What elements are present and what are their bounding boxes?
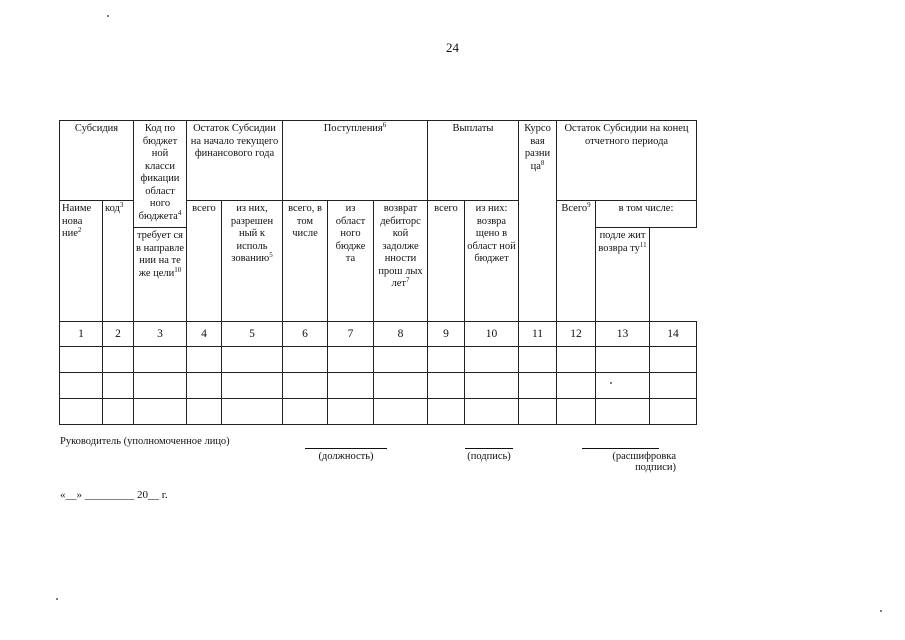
table-cell xyxy=(557,347,596,373)
column-number: 10 xyxy=(465,322,519,347)
table-cell xyxy=(328,347,374,373)
header-fx-difference: Курсо вая разни $ца^8$ xyxy=(519,121,557,201)
table-cell xyxy=(222,347,283,373)
position-caption: (должность) xyxy=(318,451,374,462)
table-cell xyxy=(428,347,465,373)
table-cell xyxy=(465,399,519,425)
table-cell xyxy=(650,373,697,399)
table-cell xyxy=(465,373,519,399)
header-payments: Выплаты xyxy=(428,121,519,201)
signature-block xyxy=(60,436,700,480)
table-cell xyxy=(187,399,222,425)
scan-speck xyxy=(107,15,109,17)
table-cell xyxy=(103,347,134,373)
table-cell xyxy=(328,399,374,425)
column-number: 9 xyxy=(428,322,465,347)
table-cell xyxy=(374,347,428,373)
column-number: 6 xyxy=(283,322,328,347)
table-row xyxy=(60,399,697,425)
column-number: 5 xyxy=(222,322,283,347)
header-payments-total: всего xyxy=(428,201,465,322)
table-cell xyxy=(187,347,222,373)
header-closing-total: Всего$^9$ xyxy=(557,201,596,322)
table-cell xyxy=(519,399,557,425)
header-opening-balance: Остаток Субсидии на начало текущего финансового года xyxy=(187,121,283,201)
table-cell xyxy=(374,399,428,425)
decoding-caption: (расшифровка подписи) xyxy=(612,451,676,473)
subsidy-report-table xyxy=(59,120,697,425)
table-cell xyxy=(465,347,519,373)
header-closing-balance: Остаток Субсидии на конец отчетного периода xyxy=(557,121,697,201)
header-payments-returned: из них: возвра щено в област ной бюджет xyxy=(465,201,519,322)
table-cell xyxy=(60,347,103,373)
header-receipts: Поступления$^6$ xyxy=(283,121,428,201)
table-cell xyxy=(134,347,187,373)
header-fx-difference-lower xyxy=(519,201,557,322)
column-number: 1 xyxy=(60,322,103,347)
column-number: 7 xyxy=(328,322,374,347)
table-cell xyxy=(557,373,596,399)
table-cell xyxy=(222,373,283,399)
header-name: Наиме нова ние$^2$ xyxy=(60,201,103,322)
column-number: 12 xyxy=(557,322,596,347)
table-cell xyxy=(283,399,328,425)
column-number: 14 xyxy=(650,322,697,347)
table-cell xyxy=(650,399,697,425)
table-cell xyxy=(103,373,134,399)
table-cell xyxy=(596,347,650,373)
header-closing-including: в том числе: xyxy=(596,201,697,228)
table-cell xyxy=(283,347,328,373)
column-number: 3 xyxy=(134,322,187,347)
header-receipts-return: возврат дебиторс кой задолже нности прош лых лет$^7$ xyxy=(374,201,428,322)
table-cell xyxy=(328,373,374,399)
table-cell xyxy=(187,373,222,399)
column-number: 2 xyxy=(103,322,134,347)
column-number: 13 xyxy=(596,322,650,347)
header-budget-code: Код по бюджет ной класси фикации област ного бюджета$^4$ xyxy=(134,121,187,228)
header-code: код$^3$ xyxy=(103,201,134,322)
scan-speck xyxy=(56,598,58,600)
table-cell xyxy=(428,373,465,399)
header-subsidy: Субсидия xyxy=(60,121,134,201)
table-cell xyxy=(374,373,428,399)
column-number: 8 xyxy=(374,322,428,347)
table-cell xyxy=(134,399,187,425)
table-row xyxy=(60,347,697,373)
table-row xyxy=(60,373,697,399)
header-closing-required: требует ся в направле нии на те же цели$^{10}$ xyxy=(134,228,187,322)
header-receipts-regional: из област ного бюдже та xyxy=(328,201,374,322)
signature-line xyxy=(465,448,513,449)
table-cell xyxy=(60,373,103,399)
table-cell xyxy=(519,347,557,373)
table-cell xyxy=(283,373,328,399)
column-number: 11 xyxy=(519,322,557,347)
table-cell xyxy=(596,373,650,399)
position-line xyxy=(305,448,387,449)
table-cell xyxy=(134,373,187,399)
table-cell xyxy=(103,399,134,425)
header-receipts-total: всего, в том числе xyxy=(283,201,328,322)
table-cell xyxy=(428,399,465,425)
column-number: 4 xyxy=(187,322,222,347)
signature-label: Руководитель (уполномоченное лицо) xyxy=(60,436,230,447)
page-number: 24 xyxy=(446,40,459,55)
date-line: «__» _________ 20__ г. xyxy=(60,489,168,501)
table-cell xyxy=(519,373,557,399)
table-cell xyxy=(596,399,650,425)
table-cell xyxy=(222,399,283,425)
header-opening-allowed: из них, разрешен ный к исполь зованию$^5$ xyxy=(222,201,283,322)
scan-speck xyxy=(880,610,882,612)
signature-caption: (подпись) xyxy=(467,451,511,462)
table-cell xyxy=(650,347,697,373)
header-closing-return: подле жит возвра $ту^{11}$ xyxy=(596,228,650,322)
decoding-line xyxy=(582,448,659,449)
table-cell xyxy=(557,399,596,425)
scan-speck xyxy=(610,382,612,384)
table-cell xyxy=(60,399,103,425)
column-number-row xyxy=(60,322,697,347)
header-opening-total: всего xyxy=(187,201,222,322)
